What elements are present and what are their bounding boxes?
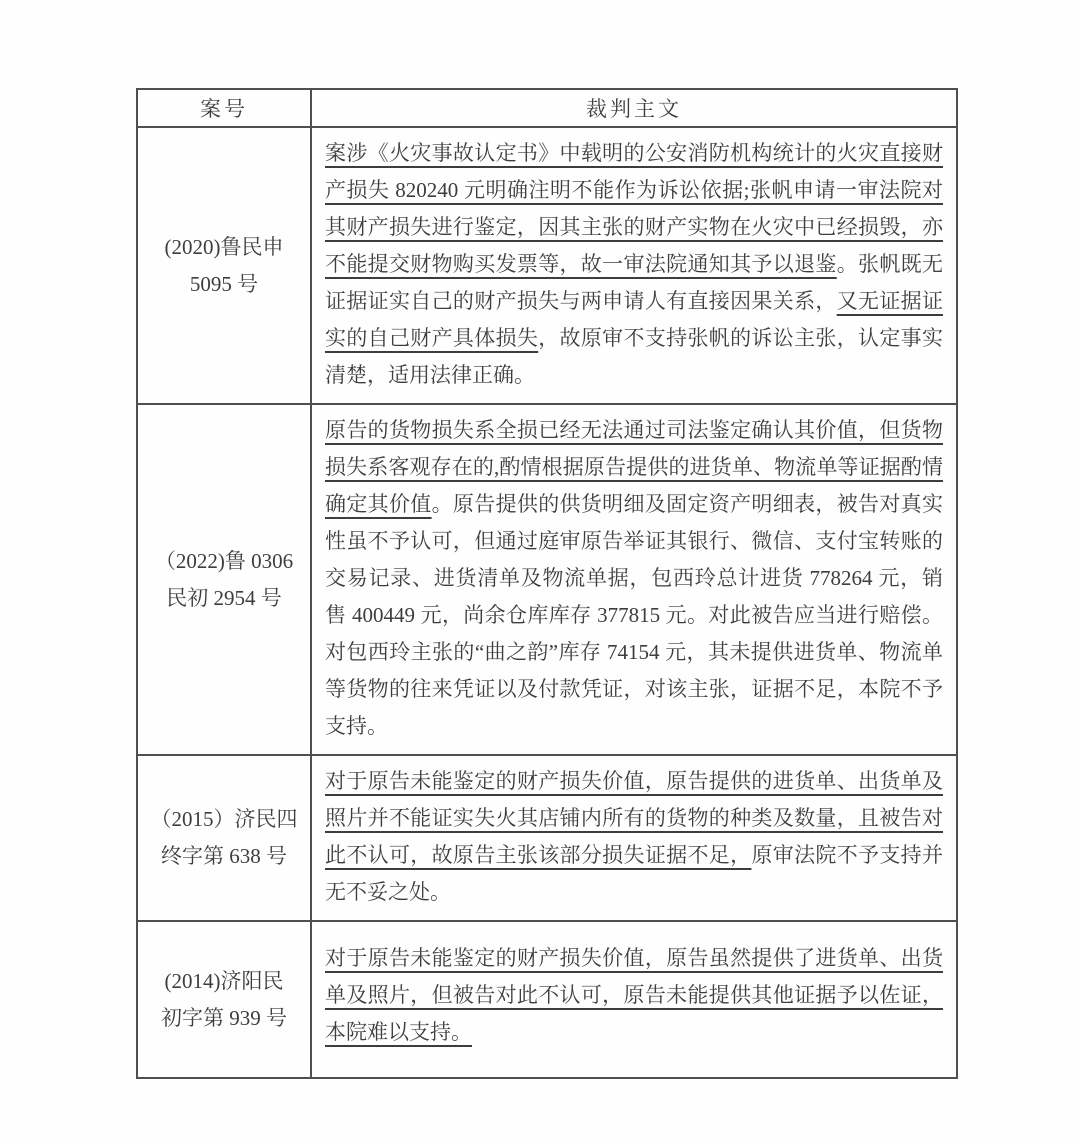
table-row [137,127,957,404]
case-number-cell [137,755,311,921]
judgment-text: ，故原审不支持张帆的诉讼主张，认定事实清楚，适用法律正确。 [325,326,944,387]
case-number-line: 终字第 638 号 [161,844,287,868]
judgment-text: 。原告提供的供货明细及固定资产明细表，被告对真实性虽不予认可，但通过庭审原告举证其银行、微信、支付宝转账的交易记录、进货清单及物流单据，包西玲总计进货 778264 元，销售 400449 元，尚余仓库库存 377815 元。对此被告应当进行赔偿。对包西玲主张的“曲之韵”库存 74154 元，其未提供进货单、物流单等货物的往来凭证以及付款凭证，对该主张，证据不足，本院不予支持。 [325,492,944,738]
table-body [137,127,957,1078]
table-header [137,89,957,127]
judgment-text-underlined: 对于原告未能鉴定的财产损失价值，原告虽然提供了进货单、出货单及照片，但被告对此不认可，原告未能提供其他证据予以佐证，本院难以支持。 [325,946,943,1044]
case-number-cell [137,404,311,755]
judgment-cell [311,755,957,921]
case-number-line: （2022)鲁 0306 [154,548,294,573]
judgment-text: 原审法院不予支持并无不妥之处。 [325,843,944,904]
case-number-cell [137,921,311,1078]
case-number-line: 民初 2954 号 [166,585,282,610]
judgment-cell [311,404,957,755]
judgment-text: 。张帆既无证据证实自己的财产损失与两申请人有直接因果关系， [325,252,944,313]
case-number-line: （2015）济民四 [150,807,298,831]
case-number-line: (2020)鲁民申 [164,234,284,259]
judgment-text-underlined: 案涉《火灾事故认定书》中载明的公安消防机构统计的火灾直接财产损失 820240 元明确注明不能作为诉讼依据;张帆申请一审法院对其财产损失进行鉴定，因其主张的财产实物在火灾中已经损毁，亦不能提交财物购买发票等，故一审法院通知其予以退鉴 [325,141,943,276]
case-table-container [136,88,958,1079]
judgment-text-underlined: 对于原告未能鉴定的财产损失价值，原告提供的进货单、出货单及照片并不能证实失火其店铺内所有的货物的种类及数量，且被告对此不认可，故原告主张该部分损失证据不足， [325,769,943,867]
header-case-no: 案号 [137,89,311,127]
case-number-line: 5095 号 [189,271,259,296]
case-number-line: (2014)济阳民 [164,968,284,993]
judgment-text-underlined: 又无证据证实的自己财产具体损失 [325,289,944,350]
header-judgment: 裁判主文 [311,89,957,127]
header-row [137,89,957,127]
judgment-text-underlined: 原告的货物损失系全损已经无法通过司法鉴定确认其价值，但货物损失系客观存在的,酌情根据原告提供的进货单、物流单等证据酌情确定其价值 [325,418,943,516]
table-row [137,921,957,1078]
case-table [136,88,958,1079]
judgment-cell [311,921,957,1078]
case-number-line: 初字第 939 号 [161,1005,287,1030]
table-row [137,404,957,755]
table-row [137,755,957,921]
judgment-cell [311,127,957,404]
case-number-cell [137,127,311,404]
